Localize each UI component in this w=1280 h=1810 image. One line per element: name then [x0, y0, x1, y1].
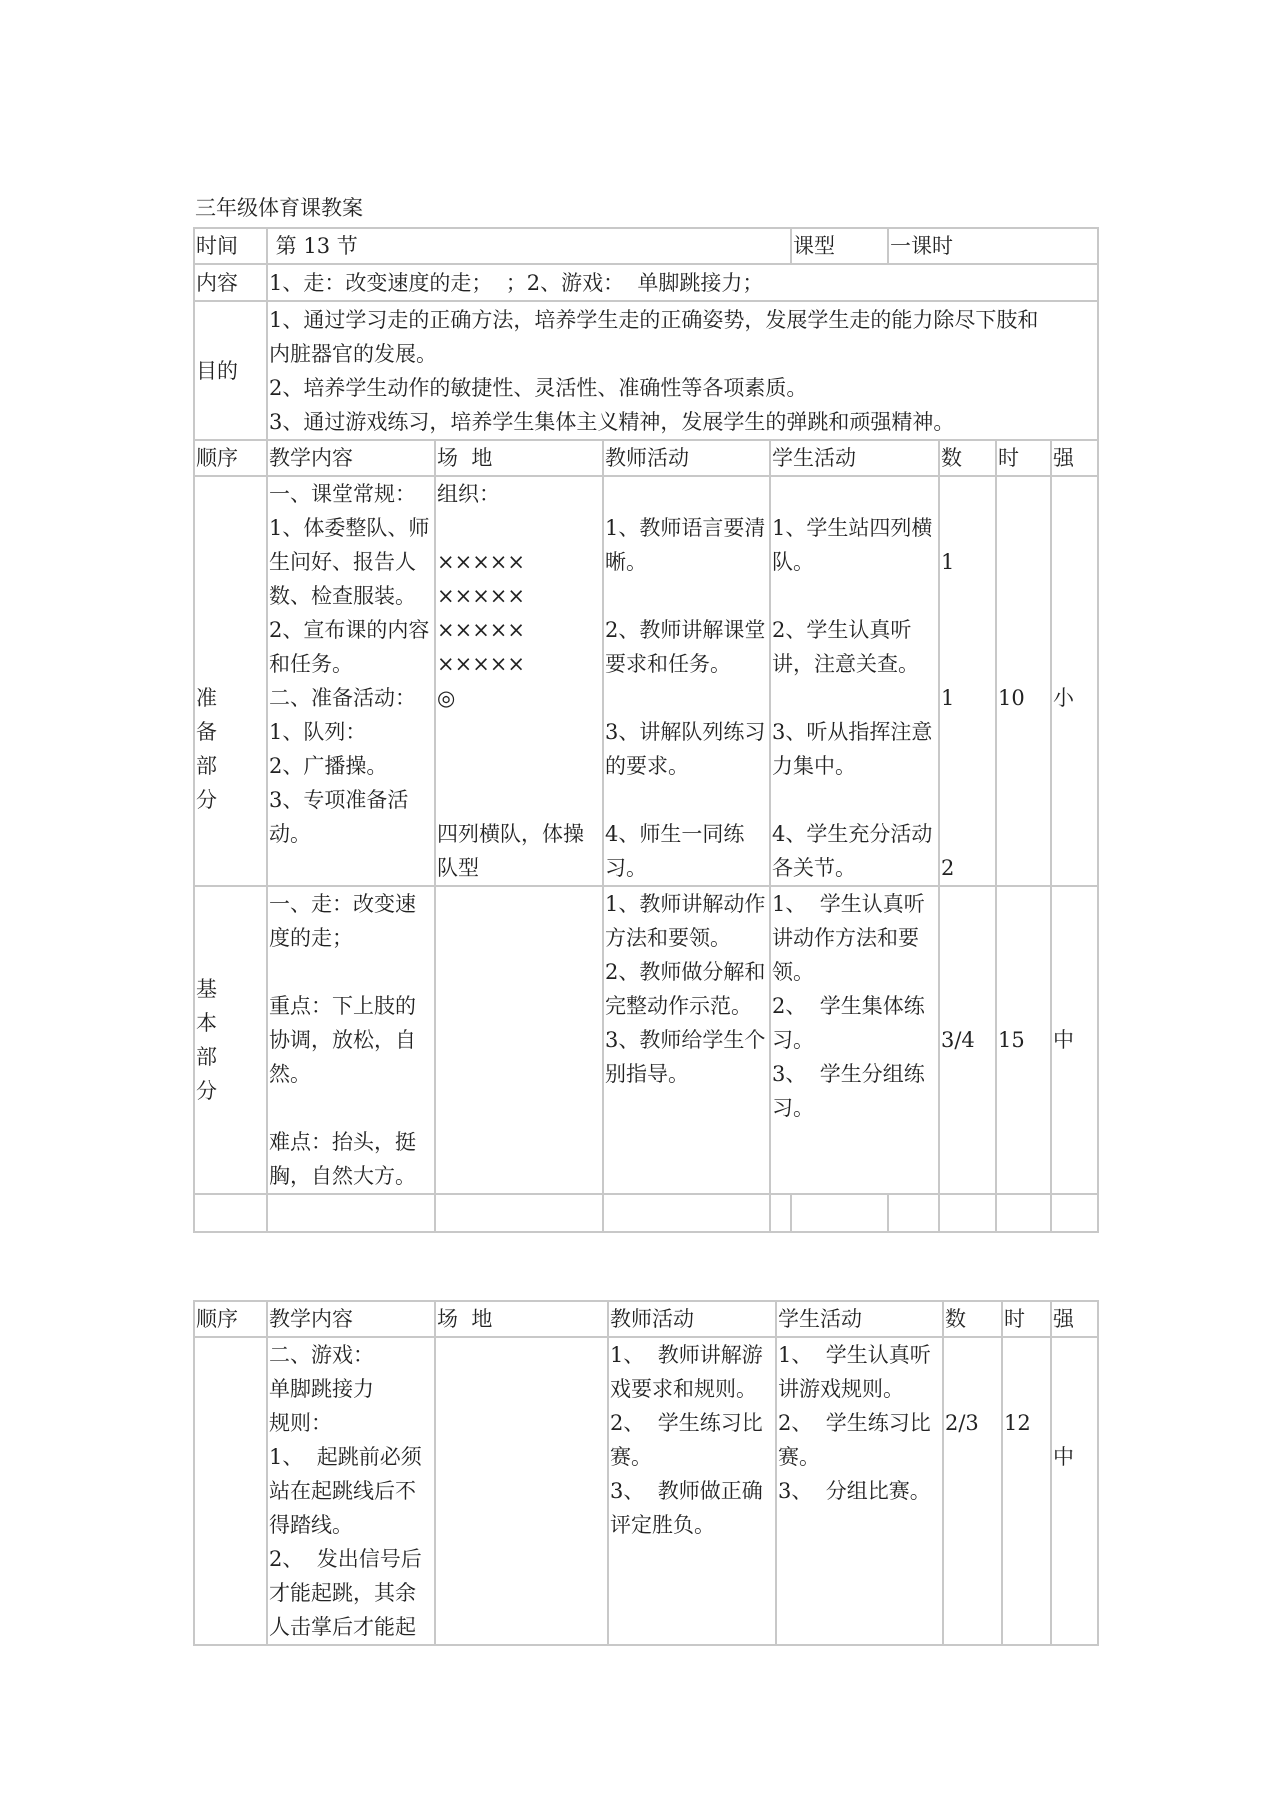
- game-student: 1、 学生认真听 讲游戏规则。 2、 学生练习比 赛。 3、 分组比赛。: [776, 1337, 943, 1645]
- game-section-row: [194, 1337, 1098, 1645]
- header-student: 学生活动: [770, 440, 939, 476]
- header-venue: 场 地: [435, 440, 603, 476]
- time-row: [194, 228, 1098, 264]
- game-intensity: 中: [1051, 1337, 1098, 1645]
- prep-section-row: [194, 476, 1098, 886]
- empty-cell: [888, 1194, 939, 1232]
- basic-venue: [435, 886, 603, 1194]
- header-teacher: 教师活动: [608, 1301, 776, 1337]
- prep-student: 1、学生站四列横 队。 2、学生认真听 讲，注意关查。 3、听从指挥注意 力集中。 4、学生充分活动 各关节。: [770, 476, 939, 886]
- game-time: 12: [1002, 1337, 1051, 1645]
- basic-teacher: 1、教师讲解动作 方法和要领。 2、教师做分解和 完整动作示范。 3、教师给学生个 别指导。: [603, 886, 770, 1194]
- time-label: 时间: [194, 228, 267, 264]
- goal-row: [194, 301, 1098, 440]
- empty-row: [194, 1194, 1098, 1232]
- prep-content: 一、课堂常规： 1、体委整队、师 生问好、报告人 数、检查服装。 2、宣布课的内容 和任务。 二、准备活动： 1、队列： 2、广播操。 3、专项准备活 动。: [267, 476, 435, 886]
- header-row: [194, 440, 1098, 476]
- basic-section-row: [194, 886, 1098, 1194]
- prep-order: 准 备 部 分: [194, 476, 267, 886]
- header-count: 数: [939, 440, 996, 476]
- header-time: 时: [996, 440, 1051, 476]
- content-label: 内容: [194, 264, 267, 301]
- header-teacher: 教师活动: [603, 440, 770, 476]
- content-row: [194, 264, 1098, 301]
- prep-count: 1 1 2: [939, 476, 996, 886]
- basic-count: 3/4: [939, 886, 996, 1194]
- basic-student: 1、 学生认真听 讲动作方法和要 领。 2、 学生集体练 习。 3、 学生分组练 习。: [770, 886, 939, 1194]
- type-value: 一课时: [888, 228, 1098, 264]
- empty-cell: [1051, 1194, 1098, 1232]
- header-content: 教学内容: [267, 1301, 435, 1337]
- game-count: 2/3: [943, 1337, 1002, 1645]
- empty-cell: [770, 1194, 791, 1232]
- empty-cell: [791, 1194, 888, 1232]
- header-content: 教学内容: [267, 440, 435, 476]
- time-value: 第 13 节: [267, 228, 791, 264]
- empty-cell: [267, 1194, 435, 1232]
- header-intensity: 强: [1051, 440, 1098, 476]
- basic-time: 15: [996, 886, 1051, 1194]
- basic-order: 基 本 部 分: [194, 886, 267, 1194]
- document-title: 三年级体育课教案: [195, 196, 363, 220]
- header-venue: 场 地: [435, 1301, 608, 1337]
- lesson-plan-table: [193, 227, 1099, 1233]
- header-order: 顺序: [194, 440, 267, 476]
- empty-cell: [435, 1194, 603, 1232]
- prep-intensity: 小: [1051, 476, 1098, 886]
- type-label: 课型: [791, 228, 888, 264]
- empty-cell: [996, 1194, 1051, 1232]
- game-content: 二、游戏： 单脚跳接力 规则： 1、 起跳前必须 站在起跳线后不 得踏线。 2、 发出信号后 才能起跳，其余 人击掌后才能起: [267, 1337, 435, 1645]
- basic-content: 一、走：改变速 度的走； 重点：下上肢的 协调，放松，自 然。 难点：抬头，挺 胸，自然大方。: [267, 886, 435, 1194]
- header-intensity: 强: [1051, 1301, 1098, 1337]
- goal-value: 1、通过学习走的正确方法，培养学生走的正确姿势，发展学生走的能力除尽下肢和 内脏器官的发展。 2、培养学生动作的敏捷性、灵活性、准确性等各项素质。 3、通过游戏练习，培养学生集体主义精神，发展学生的弹跳和顽强精神。: [267, 301, 1098, 440]
- basic-intensity: 中: [1051, 886, 1098, 1194]
- empty-cell: [939, 1194, 996, 1232]
- lesson-plan-table-continued: [193, 1300, 1099, 1646]
- prep-time: 10: [996, 476, 1051, 886]
- header-time: 时: [1002, 1301, 1051, 1337]
- game-teacher: 1、 教师讲解游 戏要求和规则。 2、 学生练习比 赛。 3、 教师做正确 评定胜负。: [608, 1337, 776, 1645]
- game-order: [194, 1337, 267, 1645]
- header-student: 学生活动: [776, 1301, 943, 1337]
- prep-teacher: 1、教师语言要清 晰。 2、教师讲解课堂 要求和任务。 3、讲解队列练习 的要求。 4、师生一同练 习。: [603, 476, 770, 886]
- empty-cell: [603, 1194, 770, 1232]
- empty-cell: [194, 1194, 267, 1232]
- game-venue: [435, 1337, 608, 1645]
- header-order: 顺序: [194, 1301, 267, 1337]
- header-count: 数: [943, 1301, 1002, 1337]
- goal-label: 目的: [194, 301, 267, 440]
- prep-venue: 组织： ××××× ××××× ××××× ××××× ◎ 四列横队，体操 队型: [435, 476, 603, 886]
- header-row: [194, 1301, 1098, 1337]
- content-value: 1、走：改变速度的走； ；2、游戏： 单脚跳接力；: [267, 264, 1098, 301]
